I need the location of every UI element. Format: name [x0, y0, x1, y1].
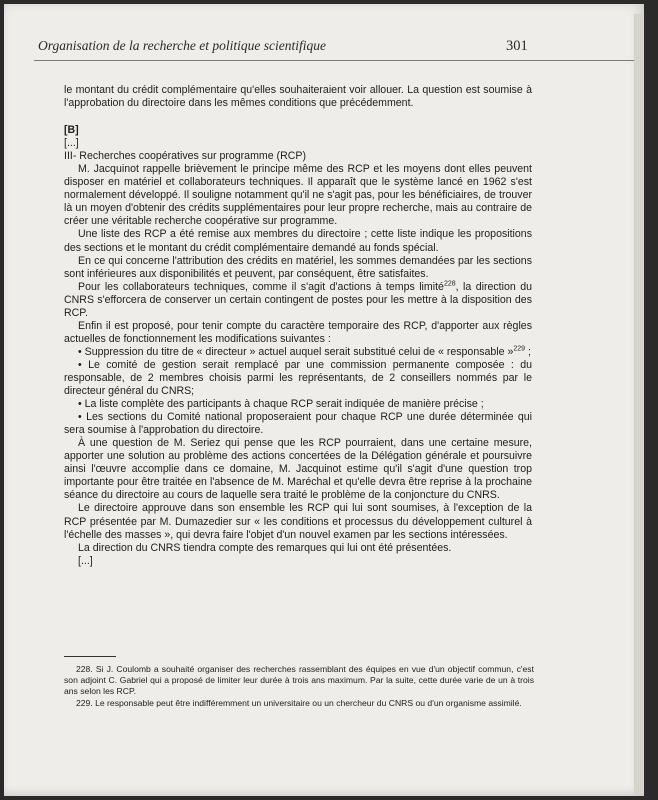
page-number: 301: [506, 38, 528, 54]
ellipsis-bottom: [...]: [78, 554, 93, 567]
paragraph-approval: Le directoire approuve dans son ensemble les RCP qui lui sont soumises, à l'exception de la RCP présentée par M. Dumazedier sur « les conditions et processus du développement culturel à l'échelle des masses », qui devra faire l'objet d'un nouvel examen par les sections intéressées.: [64, 502, 532, 541]
paragraph-technical-staff: Pour les collaborateurs techniques, comme il s'agit d'actions à temps limité$^{228}$, la direction du CNRS s'efforcera de conserver un certain contingent de postes pour les mettre à la disposition des RCP.: [64, 280, 532, 319]
body-text: [64, 84, 532, 568]
ellipsis-top: [...]: [64, 137, 79, 150]
bullet-title-change: • Suppression du titre de « directeur » actuel auquel serait substitué celui de « responsable »$^{229}$ ;: [78, 345, 531, 358]
document-page: [4, 4, 644, 796]
bullet-participant-list: • La liste complète des participants à chaque RCP serait indiquée de manière précise ;: [78, 398, 484, 411]
paragraph-rcp-principle: M. Jacquinot rappelle brièvement le principe même des RCP et les moyens dont elles peuvent disposer en matériel et collaborateurs techniques. Il apparaît que le système lancé en 1962 s'est normalement développé. Il souligne notamment qu'il ne s'agit pas, pour les bénéficiaires, de trouver là un moyen d'obtenir des crédits supplémentaires pour leur propre recherche, mais au contraire de créer une véritable recherche coopérative sur programme.: [64, 163, 532, 228]
footnote-229: 229. Le responsable peut être indifféremment un universitaire ou un chercheur du CNRS ou d'un organisme assimilé.: [76, 698, 522, 708]
paragraph-direction-remarks: La direction du CNRS tiendra compte des remarques qui lui ont été présentées.: [78, 541, 452, 554]
section-label-b: [B]: [64, 124, 79, 137]
footnote-228: 228. Si J. Coulomb a souhaité organiser des recherches rassemblant des équipes en vue d'un objectif commun, c'est son adjoint C. Gabriel qui a proposé de limiter leur durée à trois ans maximum. Par la suite, cette durée varie de un à trois ans selon les RCP.: [64, 664, 534, 696]
bullet-management-committee: • Le comité de gestion serait remplacé par une commission permanente composée : du responsable, de 2 membres choisis parmi les représentants, de 2 conseillers nommés par le directeur général du CNRS;: [64, 358, 532, 398]
bullet-fixed-duration: • Les sections du Comité national proposeraient pour chaque RCP une durée déterminée qui sera soumise à l'approbation du directoire.: [64, 411, 532, 437]
paragraph-rcp-list: Une liste des RCP a été remise aux membres du directoire ; cette liste indique les propositions des sections et le montant du crédit complémentaire demandé au fonds spécial.: [64, 228, 532, 254]
footnote-rule: [64, 656, 116, 657]
paragraph-material-credits: En ce qui concerne l'attribution des crédits en matériel, les sommes demandées par les sections sont inférieures aux disponibilités et peuvent, par conséquent, être satisfaites.: [64, 254, 532, 280]
footnote-ref-228: 228: [443, 280, 456, 288]
paragraph-continuation: le montant du crédit complémentaire qu'elles souhaiteraient voir allouer. La question est soumise à l'approbation du directoire dans les mêmes conditions que précédemment.: [64, 84, 532, 110]
paragraph-modifications: Enfin il est proposé, pour tenir compte du caractère temporaire des RCP, d'apporter aux règles actuelles de fonctionnement les modifications suivantes :: [64, 319, 532, 345]
footnotes: [64, 664, 534, 710]
footnote-ref-229: 229: [513, 345, 526, 353]
paragraph-seriez-question: À une question de M. Seriez qui pense que les RCP pourraient, dans une certaine mesure, apporter une solution au problème des actions concertées de la Délégation générale et poursuivre ainsi l'œuvre accomplie dans ce domaine, M. Jacquinot estime qu'il s'agit d'une question trop importante pour être traitée en l'absence de M. Maréchal et qu'elle devra être reprise à la prochaine séance du directoire au cours de laquelle sera traité le problème de la conjoncture du CNRS.: [64, 437, 532, 502]
page-edge-stack: [634, 14, 644, 794]
running-title: Organisation de la recherche et politique scientifique: [38, 38, 326, 53]
section-title: III- Recherches coopératives sur programme (RCP): [64, 150, 306, 163]
header-rule: [34, 60, 634, 61]
